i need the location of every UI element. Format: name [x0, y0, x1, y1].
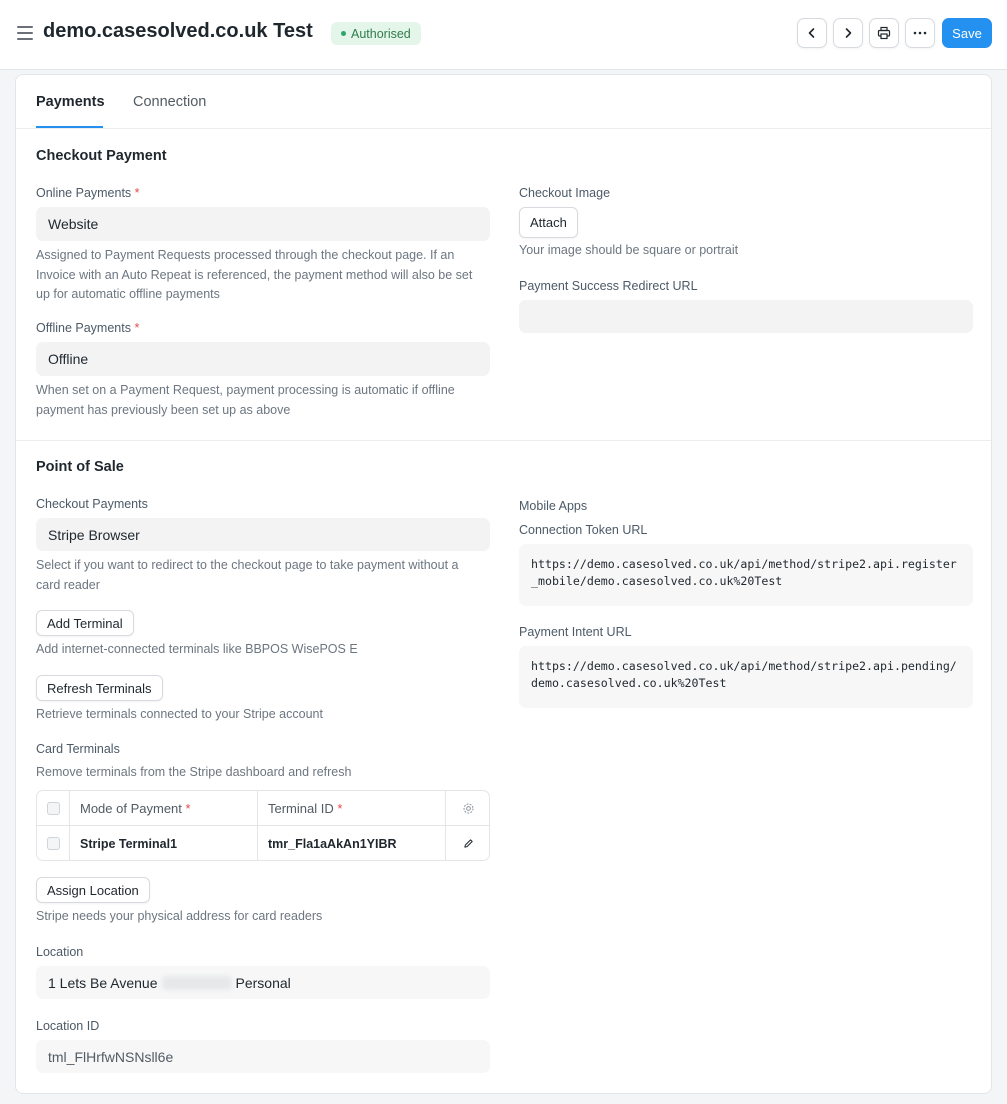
offline-payments-field[interactable]: Offline [36, 342, 490, 376]
offline-payments-description: When set on a Payment Request, payment processing is automatic if offline payment has previously been set up as above [36, 383, 455, 417]
checkout-image-description: Your image should be square or portrait [519, 243, 739, 257]
redacted-text [162, 976, 232, 990]
redirect-url-field[interactable] [519, 300, 973, 333]
form-card [15, 74, 992, 1094]
assign-location-button[interactable]: Assign Location [36, 877, 150, 903]
tab-payments[interactable]: Payments [36, 94, 105, 110]
attach-image-button[interactable]: Attach [519, 207, 578, 238]
offline-payments-label: Offline Payments * [36, 321, 140, 335]
payment-intent-url-label: Payment Intent URL [519, 625, 632, 639]
table-row[interactable] [37, 826, 490, 861]
connection-token-url-label: Connection Token URL [519, 523, 648, 537]
card-terminals-table [36, 790, 490, 861]
status-dot-icon [341, 31, 346, 36]
online-payments-label: Online Payments * [36, 186, 140, 200]
section-title-checkout-payment: Checkout Payment [36, 148, 167, 164]
ellipsis-icon [913, 31, 927, 35]
select-all-cell [37, 791, 69, 826]
column-settings-cell[interactable] [445, 791, 490, 826]
payment-intent-url-field[interactable]: https://demo.casesolved.co.uk/api/method/stripe2.api.pending/demo.casesolved.co.uk%20Test [519, 646, 973, 708]
print-button[interactable] [869, 18, 899, 48]
page-title: demo.casesolved.co.uk Test [43, 20, 313, 42]
connection-token-url-field[interactable]: https://demo.casesolved.co.uk/api/method/stripe2.api.register_mobile/demo.casesolved.co.uk%20Test [519, 544, 973, 606]
mobile-apps-label: Mobile Apps [519, 499, 588, 513]
location-id-label: Location ID [36, 1019, 100, 1033]
redirect-url-label: Payment Success Redirect URL [519, 279, 698, 293]
select-all-checkbox[interactable] [47, 802, 60, 815]
section-title-point-of-sale: Point of Sale [36, 459, 124, 475]
add-terminal-description: Add internet-connected terminals like BBPOS WisePOS E [36, 642, 358, 656]
chevron-left-icon [806, 27, 818, 39]
column-header-mode-of-payment: Mode of Payment * [69, 791, 257, 826]
printer-icon [877, 26, 891, 40]
location-field [36, 966, 490, 999]
gear-icon [462, 802, 475, 815]
assign-location-description: Stripe needs your physical address for card readers [36, 909, 323, 923]
next-record-button[interactable] [833, 18, 863, 48]
tab-connection[interactable]: Connection [133, 94, 207, 110]
more-actions-button[interactable] [905, 18, 935, 48]
refresh-terminals-description: Retrieve terminals connected to your Stripe account [36, 707, 323, 721]
previous-record-button[interactable] [797, 18, 827, 48]
cell-mode-of-payment[interactable]: Stripe Terminal1 [69, 826, 257, 861]
row-checkbox[interactable] [47, 837, 60, 850]
top-bar [0, 0, 1007, 70]
active-tab-indicator [36, 126, 103, 128]
checkout-payments-field[interactable]: Stripe Browser [36, 518, 490, 551]
form-tabs [16, 75, 992, 129]
section-divider [16, 440, 992, 441]
refresh-terminals-button[interactable]: Refresh Terminals [36, 675, 163, 701]
status-badge [331, 22, 421, 45]
pencil-icon [463, 838, 474, 849]
card-terminals-label: Card Terminals [36, 742, 120, 756]
card-terminals-description: Remove terminals from the Stripe dashboard and refresh [36, 765, 352, 779]
status-badge-label: Authorised [351, 26, 411, 41]
add-terminal-button[interactable]: Add Terminal [36, 610, 134, 636]
location-value-end: Personal [235, 974, 291, 991]
table-header-row [37, 791, 490, 826]
checkout-image-label: Checkout Image [519, 186, 611, 200]
checkout-payments-description: Select if you want to redirect to the checkout page to take payment without a card reader [36, 558, 459, 592]
row-edit-cell[interactable] [445, 826, 490, 861]
location-value-start: 1 Lets Be Avenue [48, 974, 158, 991]
save-button[interactable]: Save [942, 18, 992, 48]
chevron-right-icon [842, 27, 854, 39]
online-payments-description: Assigned to Payment Requests processed through the checkout page. If an Invoice with an Auto Repeat is referenced, the payment method will also be set up for automatic offline payments [36, 248, 473, 301]
checkout-payments-label: Checkout Payments [36, 497, 148, 511]
location-id-field: tml_FlHrfwNSNsll6e [36, 1040, 490, 1073]
hamburger-menu-icon[interactable] [17, 26, 33, 40]
online-payments-field[interactable]: Website [36, 207, 490, 241]
row-select-cell [37, 826, 69, 861]
cell-terminal-id[interactable]: tmr_Fla1aAkAn1YIBR [257, 826, 445, 861]
location-label: Location [36, 945, 84, 959]
column-header-terminal-id: Terminal ID * [257, 791, 445, 826]
